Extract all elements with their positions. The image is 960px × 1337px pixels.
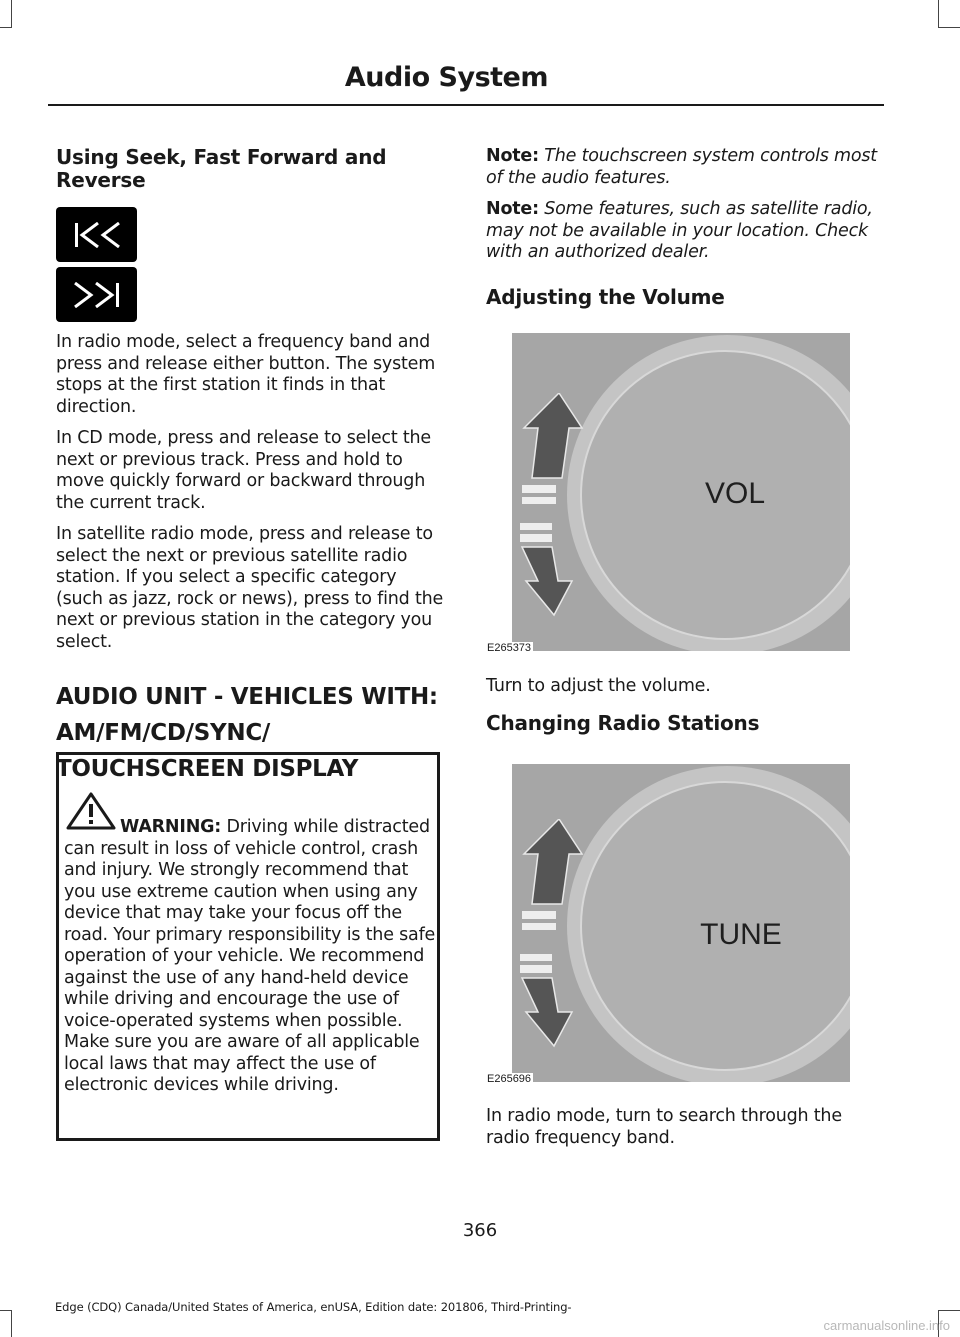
note-touchscreen [486, 146, 878, 189]
tune-knob-label: TUNE [700, 918, 782, 951]
watermark: carmanualsonline.info [823, 1318, 950, 1333]
seek-back-icon [73, 222, 121, 248]
note-text: The touchscreen system controls most of the audio features. [486, 146, 877, 188]
volume-knob [580, 350, 850, 640]
radio-stations-heading: Changing Radio Stations [486, 711, 760, 735]
seek-forward-icon [73, 282, 121, 308]
arrow-up-icon [514, 819, 584, 939]
warning-body: Driving while distracted can result in loss of vehicle control, crash and injury. We strongly recommend that you use extreme caution when using any device that may take your focus off the road. Your primary responsibility is the safe operation of your vehicle. We recommend against the use of any hand-held device while driving and encourage the use of voice-operated systems when possible. Make sure you are aware of all applicable local laws that may affect the use of electronic devices while driving. [64, 817, 436, 1095]
edition-footer: Edge (CDQ) Canada/United States of America, enUSA, Edition date: 201806, Third-Printing- [55, 1300, 572, 1314]
crop-mark [938, 27, 960, 28]
figure-id: E265373 [487, 642, 532, 654]
seek-back-button-icon [56, 207, 137, 262]
cd-mode-paragraph: In CD mode, press and release to select the next or previous track. Press and hold to move quickly forward or backward through the current track. [56, 428, 431, 513]
seek-heading: Using Seek, Fast Forward and Reverse [56, 145, 387, 192]
seek-forward-button-icon [56, 267, 137, 322]
radio-mode-paragraph: In radio mode, select a frequency band and press and release either button. The system stops at the first station it finds in that direction. [56, 332, 436, 417]
crop-mark [11, 1310, 12, 1337]
chapter-title-line: TOUCHSCREEN DISPLAY [56, 756, 359, 782]
header-rule [48, 104, 884, 106]
arrow-down-icon [514, 523, 584, 623]
tune-knob-figure [512, 764, 850, 1082]
warning-text [64, 817, 438, 1097]
note-text: Some features, such as satellite radio, may not be available in your location. Check with an authorized dealer. [486, 199, 873, 262]
arrow-up-icon [514, 393, 584, 513]
volume-caption: Turn to adjust the volume. [486, 676, 711, 696]
note-features [486, 199, 878, 264]
left-column [56, 146, 448, 787]
crop-mark [938, 1310, 960, 1311]
volume-knob-label: VOL [704, 477, 766, 510]
note-label: Note: [486, 199, 539, 219]
crop-mark [938, 0, 939, 28]
crop-mark [11, 0, 12, 28]
tune-caption: In radio mode, turn to search through the radio frequency band. [486, 1106, 842, 1148]
satellite-mode-paragraph: In satellite radio mode, press and release to select the next or previous satellite radio station. If you select a specific category (such as jazz, rock or news), press to find the next or previous station in the category you select. [56, 524, 444, 652]
crop-mark [0, 1310, 12, 1311]
page-number: 366 [462, 1220, 498, 1241]
arrow-down-icon [514, 954, 584, 1054]
volume-heading: Adjusting the Volume [486, 284, 725, 309]
warning-label: WARNING: [120, 817, 222, 837]
warning-box [56, 752, 440, 1141]
crop-mark [0, 27, 12, 28]
figure-id: E265696 [487, 1073, 532, 1085]
volume-knob-figure [512, 333, 850, 651]
page-title: Audio System [344, 62, 548, 93]
chapter-title-line: AM/FM/CD/SYNC/ [56, 720, 271, 746]
chapter-title-line: AUDIO UNIT - VEHICLES WITH: [56, 684, 438, 710]
note-label: Note: [486, 146, 539, 166]
tune-knob [580, 781, 850, 1071]
right-column [486, 146, 878, 309]
